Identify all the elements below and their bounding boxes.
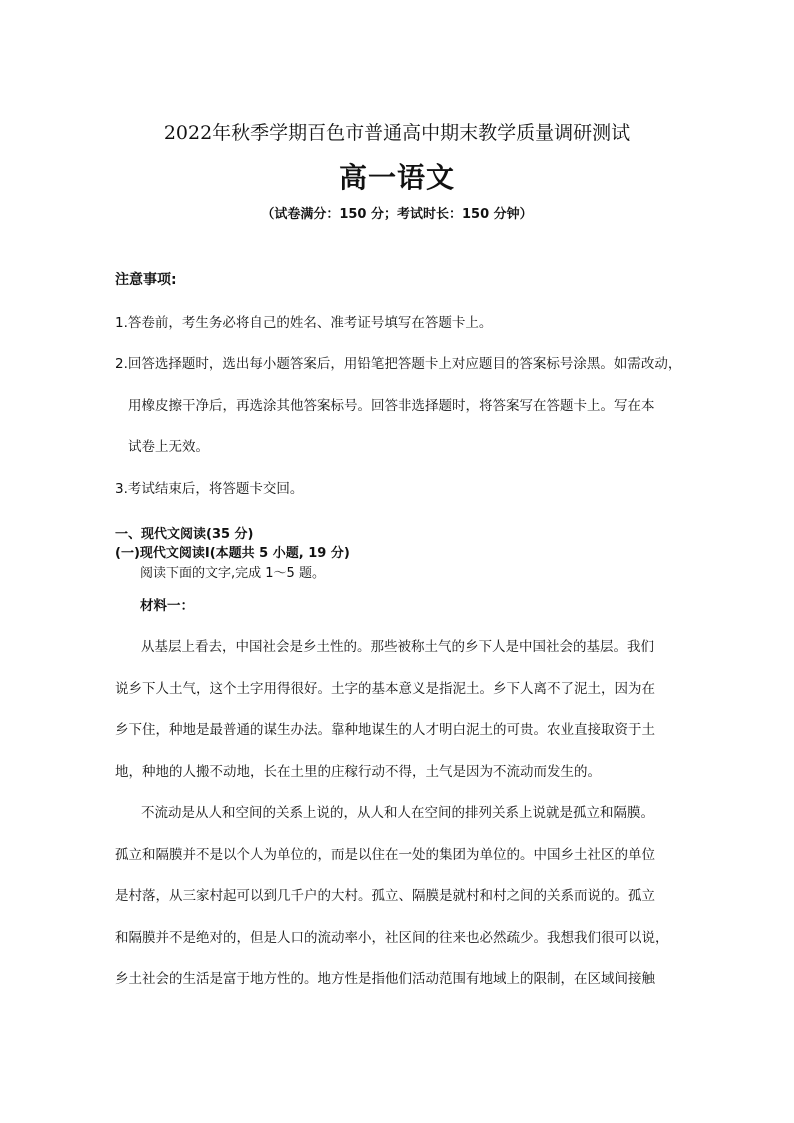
- exam-title: 2022年秋季学期百色市普通高中期末教学质量调研测试: [163, 122, 631, 144]
- passage-line: 从基层上看去，中国社会是乡土性的。那些被称土气的乡下人是中国社会的基层。我们: [141, 639, 654, 655]
- exam-meta: （试卷满分：150 分；考试时长：150 分钟）: [261, 207, 533, 222]
- notice-item-2-line-3: 试卷上无效。: [128, 439, 209, 455]
- passage-line: 地，种地的人搬不动地，长在土里的庄稼行动不得，土气是因为不流动而发生的。: [115, 764, 601, 780]
- notice-item-3: 3.考试结束后，将答题卡交回。: [115, 481, 304, 497]
- passage-line: 说乡下人土气，这个土字用得很好。土字的基本意义是指泥土。乡下人离不了泥土，因为在: [115, 681, 655, 697]
- sub-section-heading: (一)现代文阅读Ⅰ(本题共 5 小题, 19 分): [115, 546, 350, 561]
- passage-line: 是村落，从三家村起可以到几千户的大村。孤立、隔膜是就村和村之间的关系而说的。孤立: [115, 888, 655, 904]
- passage-line: 不流动是从人和空间的关系上说的，从人和人在空间的排列关系上说就是孤立和隔膜。: [141, 805, 654, 821]
- subject-title: 高一语文: [338, 161, 455, 194]
- notice-item-1: 1.答卷前，考生务必将自己的姓名、准考证号填写在答题卡上。: [115, 315, 493, 331]
- material-label: 材料一：: [140, 598, 194, 614]
- passage-line: 乡土社会的生活是富于地方性的。地方性是指他们活动范围有地域上的限制，在区域间接触: [115, 971, 655, 987]
- reading-instruction: 阅读下面的文字,完成 1～5 题。: [140, 566, 325, 581]
- notice-item-2-line-1: 2.回答选择题时，选出每小题答案后，用铅笔把答题卡上对应题目的答案标号涂黑。如需改动，: [115, 356, 682, 372]
- passage-line: 乡下住，种地是最普通的谋生办法。靠种地谋生的人才明白泥土的可贵。农业直接取资于土: [115, 722, 655, 738]
- notice-item-2-line-2: 用橡皮擦干净后，再选涂其他答案标号。回答非选择题时，将答案写在答题卡上。写在本: [128, 398, 655, 414]
- passage-line: 孤立和隔膜并不是以个人为单位的，而是以住在一处的集团为单位的。中国乡土社区的单位: [115, 847, 655, 863]
- passage-line: 和隔膜并不是绝对的，但是人口的流动率小，社区间的往来也必然疏少。我想我们很可以说，: [115, 930, 669, 946]
- section-heading: 一、现代文阅读(35 分): [115, 527, 254, 542]
- notice-heading: 注意事项:: [115, 272, 177, 288]
